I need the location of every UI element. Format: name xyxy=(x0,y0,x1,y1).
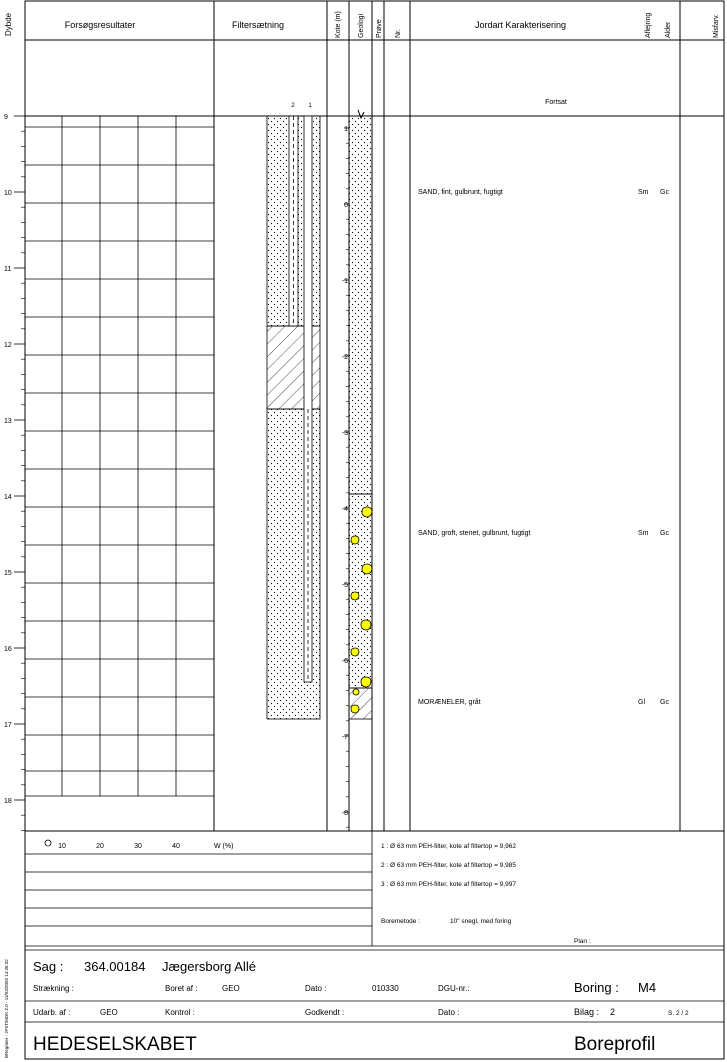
stone-symbol xyxy=(351,592,359,600)
sag-name: Jægersborg Allé xyxy=(162,959,256,974)
kote-tick-label: -3 xyxy=(341,430,348,437)
kote-tick-label: 0 xyxy=(344,202,348,209)
w-legend-circle xyxy=(45,840,51,846)
info-block-lines xyxy=(25,831,724,950)
layer-2-alder: Gc xyxy=(660,530,669,537)
depth-tick-label: 10 xyxy=(4,190,12,197)
stone-symbol xyxy=(353,689,359,695)
filter-installation xyxy=(267,116,320,719)
stone-symbol xyxy=(362,507,372,517)
straekning-label: Strækning : xyxy=(33,984,74,993)
sag-label: Sag : xyxy=(33,959,64,974)
geology-moraeneler xyxy=(349,688,372,719)
stone-symbol xyxy=(362,564,372,574)
bilag-value: 2 xyxy=(610,1007,616,1017)
geology-sand-fine xyxy=(349,116,372,494)
plan-label: Plan : xyxy=(574,938,591,945)
kote-tick-label: 1 xyxy=(344,126,348,133)
stone-symbol xyxy=(351,536,359,544)
stone-symbol xyxy=(351,705,359,713)
kote-tick-label: -4 xyxy=(341,506,348,513)
company-name: HEDESELSKABET xyxy=(33,1034,197,1055)
boremetode-value: 10" snegl, med foring xyxy=(450,918,512,925)
stone-symbol xyxy=(361,620,371,630)
dato-label: Dato : xyxy=(305,984,327,993)
header-dybde: Dybde xyxy=(4,12,13,36)
geology-sand-coarse xyxy=(349,494,372,688)
page-number: S. 2 / 2 xyxy=(668,1010,689,1017)
layer-1-alder: Gc xyxy=(660,189,669,196)
header-geologi: Geologi xyxy=(358,13,365,38)
layer-3-aflejring: Gl xyxy=(638,699,645,706)
w-tick-30: 30 xyxy=(134,843,142,850)
stone-symbol xyxy=(351,648,359,656)
kote-tick-label: -6 xyxy=(341,658,348,665)
boret-value: GEO xyxy=(222,984,240,993)
depth-tick-label: 13 xyxy=(4,418,12,425)
layer-2-aflejring: Sm xyxy=(638,530,649,537)
dgu-label: DGU-nr.: xyxy=(438,984,470,993)
godkendt-label: Godkendt : xyxy=(305,1008,345,1017)
filter-pipe-1 xyxy=(304,116,312,682)
layer-3-alder: Gc xyxy=(660,699,669,706)
kote-tick-label: -2 xyxy=(341,354,348,361)
filter-number-1: 1 xyxy=(308,103,312,109)
kontrol-label: Kontrol : xyxy=(165,1008,195,1017)
header-proeve: Prøve xyxy=(376,19,383,38)
udarb-value: GEO xyxy=(100,1008,118,1017)
w-axis-label: W (%) xyxy=(214,843,234,850)
dato-value: 010330 xyxy=(372,984,399,993)
layer-descriptions xyxy=(418,189,669,706)
header-nr: Nr. xyxy=(395,29,402,38)
header-forsoegsresultater: Forsøgsresultater xyxy=(64,20,136,30)
filter-legend-3: 3 : Ø 63 mm PEH-filter, kote af filtertop = 9,997 xyxy=(381,881,516,888)
footer-lines xyxy=(25,1001,724,1022)
depth-tick-label: 15 xyxy=(4,570,12,577)
sag-number: 364.00184 xyxy=(84,959,146,974)
layer-3-description: MORÆNELER, gråt xyxy=(418,699,481,706)
boring-label: Boring : xyxy=(574,980,619,995)
depth-tick-label: 18 xyxy=(4,798,12,805)
layer-2-description: SAND, groft, stenet, gulbrunt, fugtigt xyxy=(418,530,531,537)
layer-1-aflejring: Sm xyxy=(638,189,649,196)
depth-tick-label: 17 xyxy=(4,722,12,729)
kote-axis xyxy=(342,126,349,827)
depth-tick-label: 16 xyxy=(4,646,12,653)
fortsat-label: Fortsat xyxy=(545,99,567,106)
filter-legend-1: 1 : Ø 63 mm PEH-filter, kote af filtertop = 9,962 xyxy=(381,843,516,850)
w-tick-20: 20 xyxy=(96,843,104,850)
bilag-label: Bilag : xyxy=(574,1007,600,1017)
filter-legend-2: 2 : Ø 63 mm PEH-filter, kote af filtertop = 9,985 xyxy=(381,862,516,869)
stone-symbol xyxy=(361,677,371,687)
test-results-grid xyxy=(25,116,214,796)
boring-value: M4 xyxy=(638,980,657,995)
header-filtersaetning: Filtersætning xyxy=(231,20,285,30)
w-tick-10: 10 xyxy=(58,843,66,850)
depth-tick-label: 12 xyxy=(4,342,12,349)
depth-tick-label: 11 xyxy=(4,266,12,273)
header-jordart: Jordart Karakterisering xyxy=(475,20,567,30)
depth-tick-label: 14 xyxy=(4,494,12,501)
header-alder: Alder xyxy=(665,21,672,38)
header-aflejring: Aflejring xyxy=(645,12,652,38)
kote-tick-label: -1 xyxy=(341,278,348,285)
header-misfarv: Misfarv. xyxy=(713,14,720,38)
filter-number-2: 2 xyxy=(291,103,295,109)
header-kote: Kote (m) xyxy=(335,11,342,38)
boret-label: Boret af : xyxy=(165,984,198,993)
kote-tick-label: -8 xyxy=(341,810,348,817)
kote-tick-label: -5 xyxy=(341,582,348,589)
dato2-label: Dato : xyxy=(438,1008,460,1017)
boremetode-label: Boremetode : xyxy=(381,918,421,925)
document-title: Boreprofil xyxy=(574,1034,656,1055)
side-meta-text: BReg/ater - JFST/MDK 2.0 - 11/03/2003 14:36:32 xyxy=(4,959,9,1058)
kote-tick-label: -7 xyxy=(341,734,348,741)
depth-axis xyxy=(4,114,25,830)
depth-tick-label: 9 xyxy=(4,114,8,121)
layer-1-description: SAND, fint, gulbrunt, fugtigt xyxy=(418,189,503,196)
udarb-label: Udarb. af : xyxy=(33,1008,71,1017)
geology-column xyxy=(349,110,372,719)
w-tick-40: 40 xyxy=(172,843,180,850)
outer-frame xyxy=(25,1,724,1059)
